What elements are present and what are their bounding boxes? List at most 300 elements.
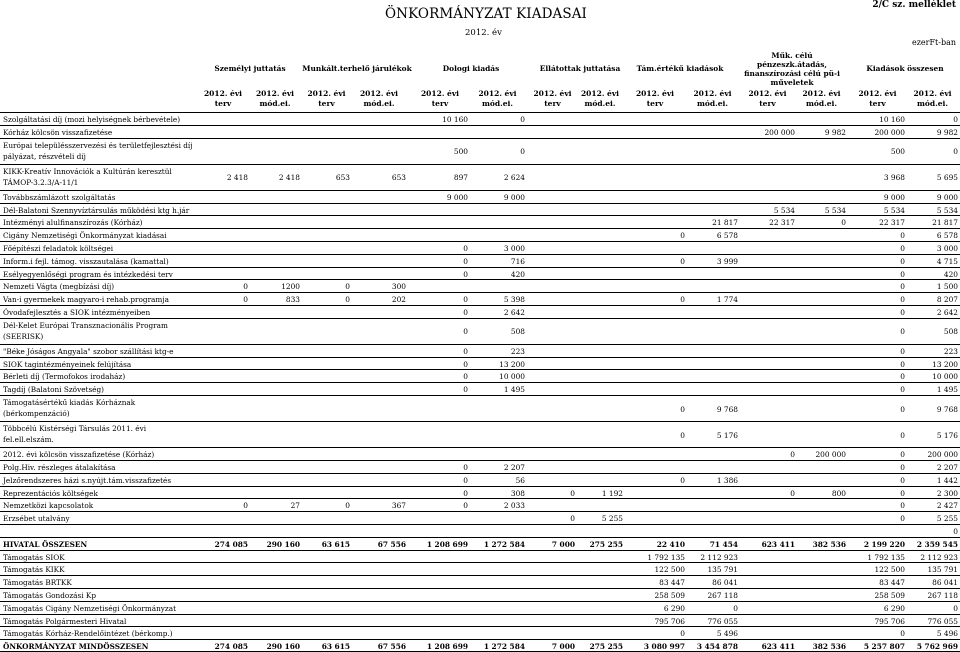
row-value: 2 207 (936, 463, 958, 473)
row-value: 0 (463, 295, 468, 305)
sub-header-year: 2012. évi (580, 89, 620, 98)
sub-header-kind: mód.ei. (481, 99, 514, 108)
row-value: 1 442 (936, 475, 958, 485)
table-row (0, 614, 960, 627)
table-row (0, 369, 960, 382)
row-value: 1 500 (936, 282, 958, 292)
row-value: 21 817 (712, 218, 738, 228)
row-value: 653 (391, 173, 406, 183)
row-value: 776 055 (927, 616, 958, 626)
row-value: 5 534 (824, 205, 846, 215)
row-value: 0 (953, 603, 958, 613)
row-label: Többcélú Kistérségi Társulás 2011. évi fel.ell.elszám. (3, 424, 147, 445)
table-row (0, 279, 960, 292)
row-value: 86 041 (932, 578, 958, 588)
sub-header-year: 2012. évi (203, 89, 243, 98)
row-value: 5 496 (716, 629, 738, 639)
row-label: Támogatásértékű kiadás Kórháznak (bérkompenzáció) (3, 398, 136, 419)
table-row (0, 254, 960, 267)
table-row (0, 626, 960, 639)
sub-header-terv-6 (850, 89, 905, 109)
table-row (0, 203, 960, 216)
table-row (0, 344, 960, 357)
table-row (0, 460, 960, 473)
row-value: 9 982 (824, 127, 846, 137)
table-row (0, 588, 960, 601)
row-value: 2 112 923 (920, 552, 958, 562)
row-label: Tagdíj (Balatoni Szövetség) (3, 385, 105, 395)
table-row (0, 498, 960, 511)
sub-header-year: 2012. évi (693, 89, 732, 98)
row-value: 2 300 (936, 488, 958, 498)
sub-header-terv-4 (625, 89, 685, 109)
sub-header-mod-2 (470, 89, 525, 109)
sub-header-mod-0 (250, 89, 300, 109)
row-value: 0 (900, 295, 905, 305)
row-value: 0 (680, 430, 685, 440)
sub-header-terv-2 (412, 89, 468, 109)
row-value: 0 (570, 488, 575, 498)
row-value: 1 208 699 (426, 539, 468, 549)
sub-header-kind: terv (318, 99, 335, 108)
row-label: Dél-Balatoni Szennyvíztársulás működési ktg h.jár (3, 205, 190, 215)
row-label: KIKK-Kreatív Innovációk a Kultúrán keresztül TÁMOP-3.2.3/A-11/1 (3, 166, 172, 187)
row-label: Nemzeti Vágta (megbízási díj) (3, 282, 115, 292)
table-row (0, 215, 960, 228)
row-label: Kórház kölcsön visszafizetése (3, 127, 113, 137)
row-value: 0 (841, 218, 846, 228)
table-row (0, 382, 960, 395)
row-value: 135 791 (927, 565, 958, 575)
row-label (3, 525, 198, 526)
row-label: Támogatás BRTKK (3, 578, 72, 588)
row-value: 9 000 (883, 192, 905, 202)
row-value: 3 000 (936, 243, 958, 253)
row-label: Óvodafejlesztés a SIOK intézményeiben (3, 307, 151, 317)
table-row (0, 421, 960, 447)
row-value: 500 (453, 147, 468, 157)
row-value: 200 000 (764, 127, 795, 137)
sub-header-year: 2012. évi (802, 89, 841, 98)
table-row (0, 395, 960, 421)
row-label: Támogatás Polgármesteri Hivatal (3, 616, 127, 626)
row-value: 2 624 (503, 173, 525, 183)
row-value: 200 000 (815, 450, 846, 460)
row-value: 1 272 584 (483, 642, 525, 652)
row-value: 0 (463, 256, 468, 266)
row-value: 0 (520, 115, 525, 124)
row-label: Támogatás Kórház-Rendelőintézet (bérkomp.) (3, 629, 173, 639)
table-row (0, 241, 960, 254)
row-value: 2 642 (503, 307, 525, 317)
table-row (0, 228, 960, 241)
table-row (0, 190, 960, 203)
row-label: HIVATAL ÖSSZESEN (3, 539, 88, 549)
row-label: Támogatás Cigány Nemzetiségi Önkormányzat (3, 603, 177, 613)
table-row (0, 511, 960, 524)
row-label: SIOK tagintézményeinek felújítása (3, 359, 132, 369)
row-value: 1 495 (936, 385, 958, 395)
row-value: 2 199 220 (863, 539, 905, 549)
row-value: 0 (900, 514, 905, 524)
row-value: 9 000 (936, 192, 958, 202)
row-value: 5 496 (936, 629, 958, 639)
table-row (0, 292, 960, 305)
row-value: 1 192 (601, 488, 623, 498)
row-value: 9 982 (936, 127, 958, 137)
sub-header-mod-4 (687, 89, 738, 109)
row-label: "Béke Jóságos Angyala" szobor szállítási ktg-e (3, 346, 174, 356)
row-value: 71 454 (709, 539, 738, 549)
row-value: 716 (510, 256, 525, 266)
row-value: 5 257 807 (863, 642, 905, 652)
row-label: Jelzőrendszeres házi s.nyújt.tám.visszafizetés (3, 475, 172, 485)
row-value: 2 418 (278, 173, 300, 183)
row-value: 5 695 (936, 173, 958, 183)
row-value: 4 715 (936, 256, 958, 266)
row-label: Nemzetközi kapcsolatok (3, 501, 94, 511)
sub-header-mod-1 (352, 89, 406, 109)
row-value: 508 (943, 327, 958, 337)
row-value: 8 207 (936, 295, 958, 305)
row-value: 3 454 878 (696, 642, 738, 652)
row-value: 5 534 (936, 205, 958, 215)
row-value: 0 (900, 256, 905, 266)
row-value: 9 768 (716, 404, 738, 414)
row-value: 122 500 (874, 565, 905, 575)
row-value: 0 (345, 501, 350, 511)
sub-header-kind: terv (869, 99, 886, 108)
row-value: 2 427 (936, 501, 958, 511)
row-value: 0 (680, 404, 685, 414)
row-value: 202 (391, 295, 406, 305)
sub-header-kind: mód.ei. (696, 99, 729, 108)
sub-header-year: 2012. évi (307, 89, 346, 98)
table-row (0, 486, 960, 499)
row-value: 274 085 (214, 539, 248, 549)
row-value: 0 (463, 385, 468, 395)
table-row (0, 125, 960, 138)
row-value: 0 (463, 359, 468, 369)
row-value: 0 (900, 243, 905, 253)
sub-header-kind: mód.ei. (584, 99, 616, 108)
row-value: 2 207 (503, 463, 525, 473)
row-value: 6 290 (663, 603, 685, 613)
table-row (0, 524, 960, 537)
row-value: 3 080 997 (643, 642, 685, 652)
row-value: 0 (463, 475, 468, 485)
row-value: 0 (463, 346, 468, 356)
row-label: Reprezentációs költségek (3, 488, 98, 498)
row-value: 9 000 (446, 192, 468, 202)
row-value: 2 112 923 (700, 552, 738, 562)
row-value: 200 000 (927, 450, 958, 460)
row-value: 13 200 (932, 359, 958, 369)
sub-header-year: 2012. évi (359, 89, 399, 98)
row-value: 275 255 (589, 539, 623, 549)
row-value: 0 (463, 372, 468, 382)
row-label: Támogatás Gondozási Kp (3, 590, 97, 600)
group-header-transfers: Tám.értékű kiadások (636, 64, 724, 74)
row-value: 5 255 (936, 514, 958, 524)
row-value: 63 615 (321, 539, 350, 549)
row-value: 223 (510, 346, 525, 356)
expense-table (0, 112, 960, 652)
row-value: 0 (790, 450, 795, 460)
group-header-benefits: Ellátottak juttatása (539, 64, 621, 74)
sub-header-terv-1 (303, 89, 350, 109)
row-value: 5 255 (601, 514, 623, 524)
row-value: 308 (510, 488, 525, 498)
group-header-financing: Műk. célú pénzeszk.átadás, finanszírozási célú pü-i műveletek (744, 50, 840, 88)
row-value: 56 (515, 475, 525, 485)
sub-header-year: 2012. évi (913, 89, 952, 98)
row-value: 0 (900, 269, 905, 279)
row-value: 800 (831, 488, 846, 498)
row-value: 0 (520, 147, 525, 157)
row-value: 122 500 (654, 565, 685, 575)
row-value: 3 968 (883, 173, 905, 183)
row-value: 2 033 (503, 501, 525, 511)
row-value: 0 (680, 629, 685, 639)
row-label: Polg.Hiv. részleges átalakítása (3, 463, 116, 473)
row-value: 382 536 (812, 642, 846, 652)
row-label: Európai településszervezési és területfejlesztési díj pályázat, részvételi díj (3, 140, 193, 161)
row-value: 2 642 (936, 307, 958, 317)
row-value: 1 386 (716, 475, 738, 485)
row-value: 420 (943, 269, 958, 279)
row-value: 0 (900, 385, 905, 395)
table-row (0, 357, 960, 370)
table-row (0, 305, 960, 318)
row-value: 7 000 (551, 642, 575, 652)
row-value: 0 (680, 475, 685, 485)
row-label: Főépítészi feladatok költségei (3, 243, 114, 253)
row-value: 0 (900, 475, 905, 485)
table-row (0, 575, 960, 588)
row-value: 6 290 (883, 603, 905, 613)
row-value: 1 208 699 (426, 642, 468, 652)
row-value: 420 (510, 269, 525, 279)
row-value: 0 (463, 327, 468, 337)
row-value: 22 317 (769, 218, 795, 228)
row-value: 0 (900, 430, 905, 440)
row-value: 0 (900, 463, 905, 473)
row-value: 63 615 (321, 642, 350, 652)
row-value: 83 447 (659, 578, 685, 588)
row-value: 1 792 135 (647, 552, 685, 562)
row-value: 5 176 (716, 430, 738, 440)
row-value: 67 556 (377, 539, 406, 549)
row-value: 290 160 (266, 539, 300, 549)
row-value: 367 (391, 501, 406, 511)
sub-header-year: 2012. évi (858, 89, 897, 98)
row-value: 0 (733, 603, 738, 613)
row-value: 500 (890, 147, 905, 157)
sub-header-kind: mód.ei. (805, 99, 838, 108)
column-group-header (0, 52, 960, 86)
row-value: 0 (570, 514, 575, 524)
row-value: 0 (953, 115, 958, 124)
row-value: 0 (900, 359, 905, 369)
row-value: 2 418 (226, 173, 248, 183)
sub-header-year: 2012. évi (533, 89, 572, 98)
row-value: 200 000 (874, 127, 905, 137)
row-value: 267 118 (927, 590, 958, 600)
sub-header-year: 2012. évi (635, 89, 675, 98)
row-value: 0 (680, 231, 685, 241)
row-value: 0 (345, 295, 350, 305)
row-value: 0 (900, 404, 905, 414)
row-label: Esélyegyenlőségi program és intézkedési terv (3, 269, 173, 279)
row-value: 10 000 (932, 372, 958, 382)
sheet-label: 2/C sz. melléklet (872, 0, 956, 10)
row-value: 13 200 (499, 359, 525, 369)
row-value: 776 055 (707, 616, 738, 626)
sub-header-kind: terv (214, 99, 232, 108)
row-value: 382 536 (812, 539, 846, 549)
page-year: 2012. év (465, 28, 502, 38)
sub-header-mod-3 (577, 89, 623, 109)
row-value: 0 (900, 450, 905, 460)
row-value: 0 (900, 346, 905, 356)
sub-header-kind: terv (431, 99, 449, 108)
row-value: 0 (243, 282, 248, 292)
table-row (0, 267, 960, 280)
sub-header-mod-5 (797, 89, 846, 109)
table-row (0, 562, 960, 575)
sub-header-terv-5 (740, 89, 795, 109)
sub-header-mod-6 (907, 89, 958, 109)
group-header-total: Kiadások összesen (866, 64, 944, 74)
row-value: 6 578 (716, 231, 738, 241)
column-sub-header (0, 89, 960, 109)
row-value: 508 (510, 327, 525, 337)
row-value: 0 (900, 282, 905, 292)
sub-header-year: 2012. évi (255, 89, 295, 98)
row-value: 1 272 584 (483, 539, 525, 549)
row-value: 5 534 (883, 205, 905, 215)
row-value: 0 (900, 488, 905, 498)
row-value: 9 000 (503, 192, 525, 202)
row-value: 0 (900, 629, 905, 639)
sub-header-terv-3 (530, 89, 575, 109)
sub-header-kind: terv (646, 99, 664, 108)
row-value: 7 000 (551, 539, 575, 549)
row-value: 0 (680, 256, 685, 266)
row-value: 10 160 (879, 115, 905, 124)
row-value: 0 (463, 463, 468, 473)
row-value: 1 495 (503, 385, 525, 395)
row-value: 0 (900, 327, 905, 337)
row-value: 3 999 (716, 256, 738, 266)
row-label: Intézményi alulfinanszírozás (Kórház) (3, 218, 143, 228)
row-value: 3 000 (503, 243, 525, 253)
row-label: Támogatás SIOK (3, 552, 65, 562)
row-value: 0 (463, 307, 468, 317)
row-value: 0 (790, 488, 795, 498)
row-value: 0 (463, 488, 468, 498)
unit-label: ezerFt-ban (911, 38, 956, 47)
row-value: 223 (943, 346, 958, 356)
row-value: 0 (463, 269, 468, 279)
row-label: ÖNKORMÁNYZAT MINDÖSSZESEN (3, 642, 149, 652)
row-value: 275 255 (589, 642, 623, 652)
row-value: 653 (335, 173, 350, 183)
row-value: 86 041 (712, 578, 738, 588)
row-value: 6 578 (936, 231, 958, 241)
sub-header-year: 2012. évi (748, 89, 787, 98)
row-value: 21 817 (932, 218, 958, 228)
row-value: 10 160 (442, 115, 468, 124)
group-header-contributions: Munkált.terhelő járulékok (302, 64, 412, 74)
sub-header-kind: terv (759, 99, 776, 108)
row-value: 67 556 (377, 642, 406, 652)
sub-header-year: 2012. évi (478, 89, 517, 98)
table-row (0, 318, 960, 344)
row-value: 0 (900, 231, 905, 241)
row-value: 83 447 (879, 578, 905, 588)
row-value: 5 398 (503, 295, 525, 305)
row-value: 1200 (281, 282, 300, 292)
table-row (0, 164, 960, 190)
row-value: 0 (463, 501, 468, 511)
row-value: 0 (680, 295, 685, 305)
table-row (0, 447, 960, 460)
row-label: Van-i gyermekek magyaro-i rehab.programja (3, 295, 169, 305)
row-value: 795 706 (874, 616, 905, 626)
row-value: 0 (953, 147, 958, 157)
table-row (0, 473, 960, 486)
row-value: 0 (953, 527, 958, 536)
row-value: 897 (453, 173, 468, 183)
row-value: 1 792 135 (867, 552, 905, 562)
table-row (0, 550, 960, 563)
row-value: 10 000 (499, 372, 525, 382)
row-value: 258 509 (654, 590, 685, 600)
row-label: Dél-Kelet Európai Transznacionális Program (SEERISK) (3, 320, 168, 341)
row-value: 274 085 (214, 642, 248, 652)
sub-header-year: 2012. évi (420, 89, 460, 98)
group-header-personal: Személyi juttatás (214, 64, 286, 74)
row-value: 5 762 969 (916, 642, 958, 652)
table-row (0, 138, 960, 164)
table-row (0, 601, 960, 614)
sub-header-kind: mód.ei. (259, 99, 291, 108)
row-value: 22 317 (879, 218, 905, 228)
group-header-material: Dologi kiadás (442, 64, 500, 74)
sub-header-kind: mód.ei. (363, 99, 395, 108)
row-value: 5 534 (773, 205, 795, 215)
row-label: Bérleti díj (Termofokos irodaház) (3, 372, 126, 382)
page-title: ÖNKORMÁNYZAT KIADASAI (385, 6, 587, 22)
row-label: 2012. évi kölcsön visszafizetése (Kórház) (3, 450, 155, 460)
row-value: 258 509 (874, 590, 905, 600)
row-value: 300 (391, 282, 406, 292)
sub-header-kind: mód.ei. (916, 99, 949, 108)
row-value: 0 (345, 282, 350, 292)
row-value: 2 359 545 (916, 539, 958, 549)
row-value: 623 411 (761, 642, 795, 652)
row-value: 290 160 (266, 642, 300, 652)
row-label: Támogatás KIKK (3, 565, 65, 575)
row-value: 1 774 (716, 295, 738, 305)
row-value: 22 410 (656, 539, 685, 549)
table-row (0, 112, 960, 125)
row-value: 135 791 (707, 565, 738, 575)
row-value: 0 (463, 243, 468, 253)
row-value: 833 (285, 295, 300, 305)
